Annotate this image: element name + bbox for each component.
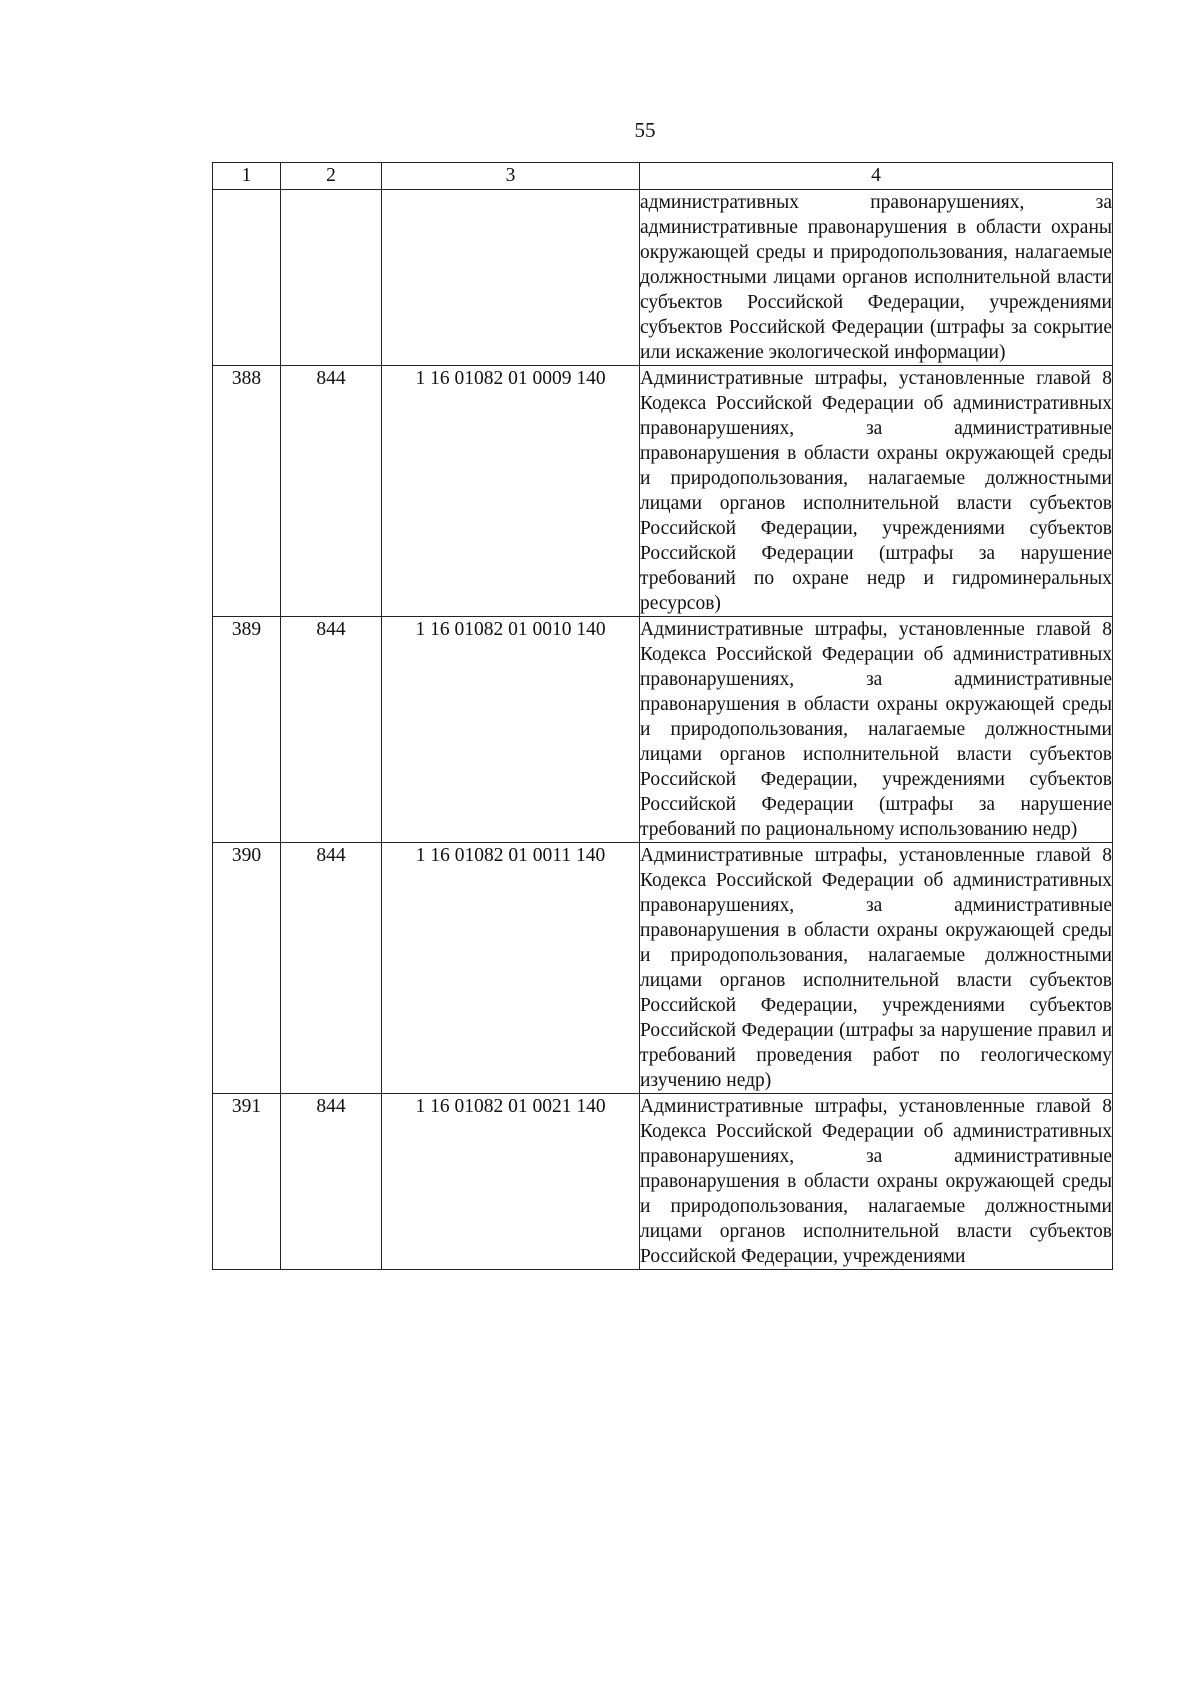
description-cell: Административные штрафы, установленные главой 8 Кодекса Российской Федерации об административных правонарушениях, за административные правонарушения в области охраны окружающей среды и природопользования, налагаемые должностными лицами органов исполнительной власти субъектов Российской Федерации, учреждениями субъектов Российской Федерации (штрафы за нарушение правил и требований проведения работ по геологическому изучению недр) xyxy=(640,843,1113,1094)
table-row xyxy=(213,366,1113,617)
description-cell: Административные штрафы, установленные главой 8 Кодекса Российской Федерации об административных правонарушениях, за административные правонарушения в области охраны окружающей среды и природопользования, налагаемые должностными лицами органов исполнительной власти субъектов Российской Федерации, учреждениями субъектов Российской Федерации (штрафы за нарушение требований по охране недр и гидроминеральных ресурсов) xyxy=(640,366,1113,617)
budget-codes-table xyxy=(212,162,1113,1270)
description-cell: административных правонарушениях, за административные правонарушения в области охраны окружающей среды и природопользования, налагаемые должностными лицами органов исполнительной власти субъектов Российской Федерации, учреждениями субъектов Российской Федерации (штрафы за сокрытие или искажение экологической информации) xyxy=(640,190,1113,366)
row-number-cell xyxy=(213,190,281,366)
column-header-1: 1 xyxy=(213,163,281,190)
admin-code-cell xyxy=(281,190,382,366)
description-cell: Административные штрафы, установленные главой 8 Кодекса Российской Федерации об административных правонарушениях, за административные правонарушения в области охраны окружающей среды и природопользования, налагаемые должностными лицами органов исполнительной власти субъектов Российской Федерации, учреждениями субъектов Российской Федерации (штрафы за нарушение требований по рациональному использованию недр) xyxy=(640,617,1113,843)
admin-code-cell: 844 xyxy=(281,1094,382,1270)
admin-code-cell: 844 xyxy=(281,366,382,617)
table-header-row xyxy=(213,163,1113,190)
table-row xyxy=(213,843,1113,1094)
column-header-3: 3 xyxy=(382,163,640,190)
row-number-cell: 388 xyxy=(213,366,281,617)
column-header-2: 2 xyxy=(281,163,382,190)
budget-code-cell: 1 16 01082 01 0011 140 xyxy=(382,843,640,1094)
budget-code-cell: 1 16 01082 01 0010 140 xyxy=(382,617,640,843)
row-number-cell: 391 xyxy=(213,1094,281,1270)
description-cell: Административные штрафы, установленные главой 8 Кодекса Российской Федерации об административных правонарушениях, за административные правонарушения в области охраны окружающей среды и природопользования, налагаемые должностными лицами органов исполнительной власти субъектов Российской Федерации, учреждениями xyxy=(640,1094,1113,1270)
admin-code-cell: 844 xyxy=(281,617,382,843)
row-number-cell: 390 xyxy=(213,843,281,1094)
table-row xyxy=(213,1094,1113,1270)
budget-code-cell: 1 16 01082 01 0009 140 xyxy=(382,366,640,617)
table-row-continuation xyxy=(213,190,1113,366)
budget-code-cell: 1 16 01082 01 0021 140 xyxy=(382,1094,640,1270)
table-row xyxy=(213,617,1113,843)
admin-code-cell: 844 xyxy=(281,843,382,1094)
page-number: 55 xyxy=(634,118,656,142)
row-number-cell: 389 xyxy=(213,617,281,843)
budget-code-cell xyxy=(382,190,640,366)
column-header-4: 4 xyxy=(640,163,1113,190)
